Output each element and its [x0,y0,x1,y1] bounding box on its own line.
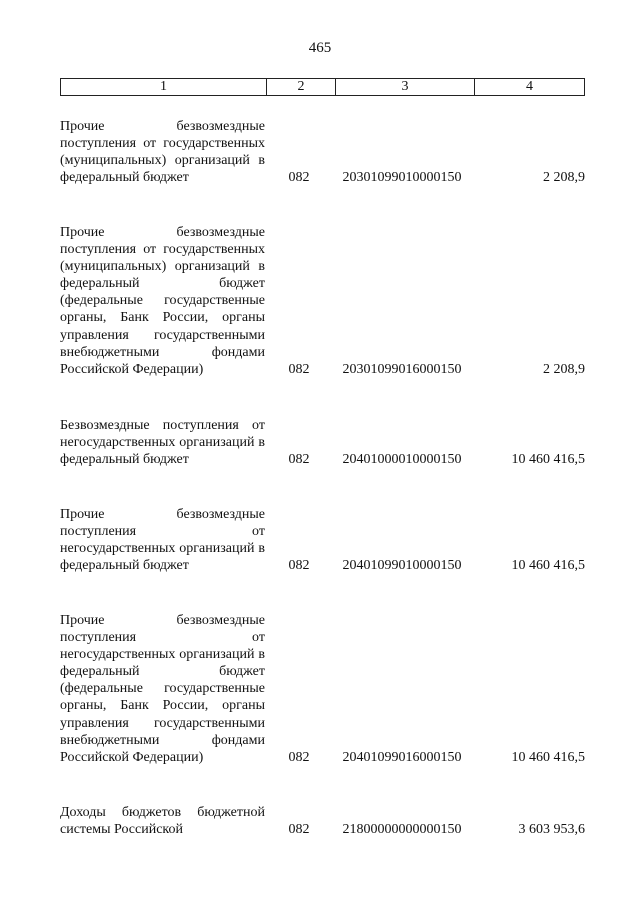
row-admin-code: 082 [288,170,310,186]
row-kbk-code: 20301099016000150 [342,361,462,377]
table-header [60,78,585,96]
header-col-2: 2 [267,79,336,95]
row-description: Прочие безвозмездные поступления от государственных (муниципальных) организаций в федеральный бюджет [60,119,265,186]
table-row [60,417,585,468]
row-admin-code: 082 [288,452,310,468]
row-amount: 2 208,9 [543,361,585,377]
row-admin-code: 082 [288,361,310,377]
row-kbk-code: 20301099010000150 [342,170,462,186]
page-number: 465 [308,40,332,56]
row-amount: 10 460 416,5 [511,452,585,468]
table-row [60,224,585,378]
row-description: Прочие безвозмездные поступления от негосударственных организаций в федеральный бюджет (федеральные государственные органы, Банк России, органы управления государственными внебюджетными фондами Российской Федерации) [60,613,265,765]
row-amount: 2 208,9 [543,170,585,186]
row-amount: 10 460 416,5 [511,749,585,765]
table-row [60,506,585,574]
row-admin-code: 082 [288,822,310,838]
row-description: Доходы бюджетов бюджетной системы Российской [60,805,265,838]
row-description: Прочие безвозмездные поступления от негосударственных организаций в федеральный бюджет [60,507,265,574]
row-amount: 3 603 953,6 [518,822,585,838]
row-admin-code: 082 [288,749,310,765]
header-col-1: 1 [61,79,267,95]
row-kbk-code: 21800000000000150 [342,822,462,838]
row-kbk-code: 20401000010000150 [342,452,462,468]
row-kbk-code: 20401099010000150 [342,558,462,574]
table-row [60,612,585,766]
row-description: Прочие безвозмездные поступления от государственных (муниципальных) организаций в федеральный бюджет (федеральные государственные органы, Банк России, органы управления государственными внебюджетными фондами Российской Федерации) [60,225,265,377]
row-kbk-code: 20401099016000150 [342,749,462,765]
row-description: Безвозмездные поступления от негосударственных организаций в федеральный бюджет [60,418,265,468]
table-row [60,804,585,838]
row-admin-code: 082 [288,558,310,574]
header-col-3: 3 [336,79,475,95]
header-col-4: 4 [526,79,533,94]
table-row [60,118,585,186]
row-amount: 10 460 416,5 [511,558,585,574]
